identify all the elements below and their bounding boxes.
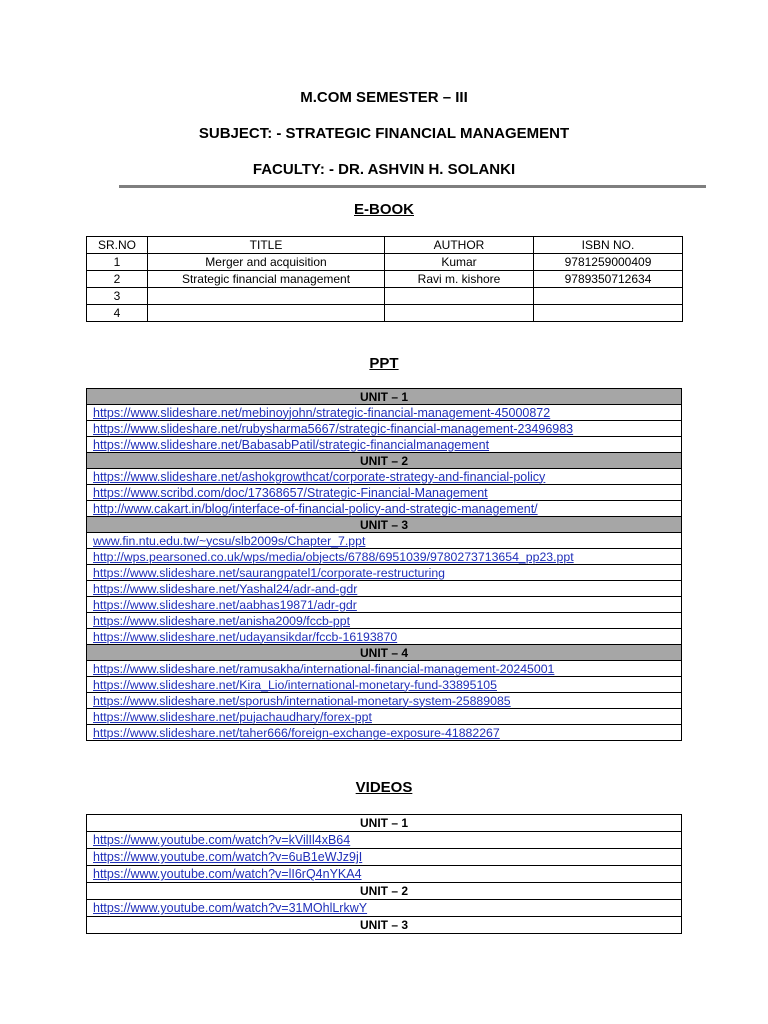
link-row — [87, 437, 682, 453]
table-row — [87, 288, 683, 305]
unit-label: UNIT – 1 — [87, 389, 682, 405]
faculty-heading: FACULTY: - DR. ASHVIN H. SOLANKI — [252, 161, 516, 178]
link-row — [87, 725, 682, 741]
ppt-link[interactable]: https://www.slideshare.net/rubysharma5667/strategic-financial-management-23496983 — [93, 421, 574, 436]
unit-label: UNIT – 4 — [87, 645, 682, 661]
isbn-cell: 9789350712634 — [534, 271, 683, 288]
column-header: TITLE — [148, 237, 385, 254]
link-row — [87, 849, 682, 866]
table-row — [87, 254, 683, 271]
ebook-section-title: E-BOOK — [354, 201, 414, 218]
unit-label: UNIT – 3 — [87, 917, 682, 934]
table-row — [87, 271, 683, 288]
ppt-link[interactable]: https://www.slideshare.net/Kira_Lio/international-monetary-fund-33895105 — [93, 677, 497, 692]
link-row — [87, 693, 682, 709]
isbn-cell — [534, 288, 683, 305]
video-link[interactable]: https://www.youtube.com/watch?v=31MOhlLrkwY — [93, 901, 368, 915]
title-cell — [148, 305, 385, 322]
ppt-link[interactable]: https://www.slideshare.net/BabasabPatil/strategic-financialmanagement — [93, 437, 490, 452]
link-row — [87, 832, 682, 849]
unit-header-row — [87, 917, 682, 934]
link-row — [87, 421, 682, 437]
link-row — [87, 485, 682, 501]
ppt-link[interactable]: www.fin.ntu.edu.tw/~ycsu/slb2009s/Chapter_7.ppt — [93, 533, 366, 548]
sr-no-cell: 1 — [87, 254, 148, 271]
ppt-link[interactable]: https://www.scribd.com/doc/17368657/Strategic-Financial-Management — [93, 485, 488, 500]
author-cell: Ravi m. kishore — [385, 271, 534, 288]
unit-header-row — [87, 453, 682, 469]
video-link[interactable]: https://www.youtube.com/watch?v=6uB1eWJz9jI — [93, 850, 363, 864]
link-row — [87, 709, 682, 725]
ppt-link[interactable]: https://www.slideshare.net/aabhas19871/adr-gdr — [93, 597, 357, 612]
link-row — [87, 501, 682, 517]
link-row — [87, 597, 682, 613]
unit-label: UNIT – 3 — [87, 517, 682, 533]
isbn-cell — [534, 305, 683, 322]
ppt-link[interactable]: https://www.slideshare.net/ashokgrowthcat/corporate-strategy-and-financial-policy — [93, 469, 546, 484]
link-row — [87, 629, 682, 645]
videos-section-title: VIDEOS — [355, 779, 413, 796]
link-row — [87, 866, 682, 883]
ebook-table — [86, 236, 683, 322]
author-cell — [385, 305, 534, 322]
sr-no-cell: 3 — [87, 288, 148, 305]
ppt-links-table — [86, 388, 682, 741]
unit-header-row — [87, 815, 682, 832]
ppt-section-title: PPT — [369, 355, 399, 372]
ppt-link[interactable]: https://www.slideshare.net/taher666/foreign-exchange-exposure-41882267 — [93, 725, 500, 740]
sr-no-cell: 2 — [87, 271, 148, 288]
ppt-link[interactable]: https://www.slideshare.net/pujachaudhary/forex-ppt — [93, 709, 372, 724]
ppt-link[interactable]: http://wps.pearsoned.co.uk/wps/media/objects/6788/6951039/9780273713654_pp23.ppt — [93, 549, 574, 564]
header-divider — [119, 185, 706, 188]
link-row — [87, 613, 682, 629]
column-header: ISBN NO. — [534, 237, 683, 254]
unit-label: UNIT – 2 — [87, 453, 682, 469]
column-header: SR.NO — [87, 237, 148, 254]
link-row — [87, 469, 682, 485]
column-header: AUTHOR — [385, 237, 534, 254]
link-row — [87, 533, 682, 549]
title-cell: Strategic financial management — [148, 271, 385, 288]
isbn-cell: 9781259000409 — [534, 254, 683, 271]
link-row — [87, 900, 682, 917]
title-cell — [148, 288, 385, 305]
unit-label: UNIT – 2 — [87, 883, 682, 900]
table-row — [87, 305, 683, 322]
unit-header-row — [87, 883, 682, 900]
ppt-link[interactable]: https://www.slideshare.net/sporush/international-monetary-system-25889085 — [93, 693, 511, 708]
link-row — [87, 677, 682, 693]
video-link[interactable]: https://www.youtube.com/watch?v=lI6rQ4nYKA4 — [93, 867, 362, 881]
sr-no-cell: 4 — [87, 305, 148, 322]
link-row — [87, 661, 682, 677]
link-row — [87, 405, 682, 421]
unit-header-row — [87, 645, 682, 661]
subject-heading: SUBJECT: - STRATEGIC FINANCIAL MANAGEMENT — [198, 125, 570, 142]
link-row — [87, 581, 682, 597]
ppt-link[interactable]: https://www.slideshare.net/ramusakha/international-financial-management-20245001 — [93, 661, 555, 676]
ppt-link[interactable]: https://www.slideshare.net/mebinoyjohn/strategic-financial-management-45000872 — [93, 405, 551, 420]
video-link[interactable]: https://www.youtube.com/watch?v=kVilIl4xB64 — [93, 833, 351, 847]
ppt-link[interactable]: https://www.slideshare.net/anisha2009/fccb-ppt — [93, 613, 351, 628]
ebook-header-row — [87, 237, 683, 254]
ppt-link[interactable]: https://www.slideshare.net/saurangpatel1/corporate-restructuring — [93, 565, 446, 580]
title-cell: Merger and acquisition — [148, 254, 385, 271]
link-row — [87, 565, 682, 581]
ppt-link[interactable]: http://www.cakart.in/blog/interface-of-financial-policy-and-strategic-management/ — [93, 501, 538, 516]
author-cell — [385, 288, 534, 305]
semester-heading: M.COM SEMESTER – III — [300, 89, 468, 106]
ppt-link[interactable]: https://www.slideshare.net/udayansikdar/fccb-16193870 — [93, 629, 398, 644]
unit-label: UNIT – 1 — [87, 815, 682, 832]
author-cell: Kumar — [385, 254, 534, 271]
ppt-link[interactable]: https://www.slideshare.net/Yashal24/adr-and-gdr — [93, 581, 358, 596]
unit-header-row — [87, 389, 682, 405]
link-row — [87, 549, 682, 565]
unit-header-row — [87, 517, 682, 533]
video-links-table — [86, 814, 682, 934]
